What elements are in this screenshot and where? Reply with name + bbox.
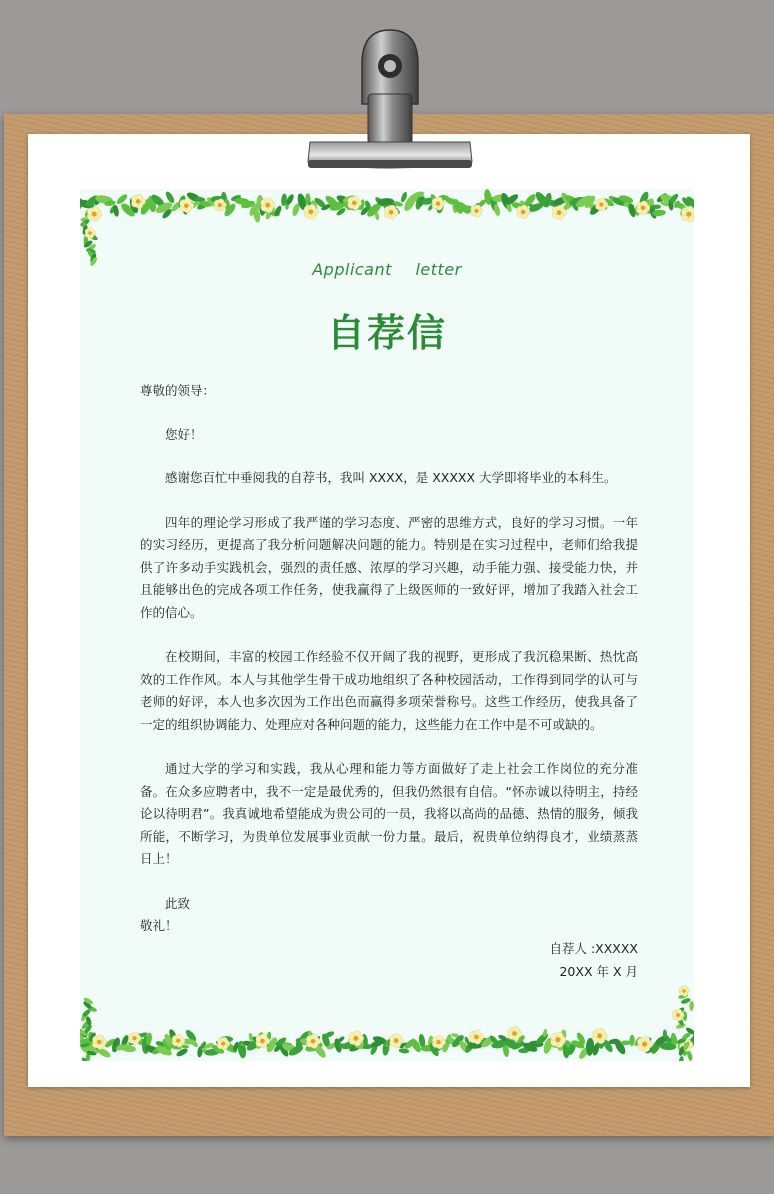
paragraph-conclusion: 通过大学的学习和实践，我从心理和能力等方面做好了走上社会工作岗位的充分准备。在众多应聘者中，我不一定是最优秀的，但我仍然很有自信。“怀赤诚以待明主，持经论以待明君”。我真诚地希望能成为贵公司的一员，我将以高尚的品德、热情的服务，倾我所能，不断学习，为贵单位发展事业贡献一份力量。最后，祝贵单位纳得良才，业绩蒸蒸日上！ [140, 761, 638, 866]
closing-line-1: 此致 [165, 895, 191, 911]
closing-line-2: 敬礼！ [140, 918, 178, 933]
paragraph-campus: 在校期间，丰富的校园工作经验不仅开阔了我的视野，更形成了我沉稳果断、热忱高效的工作作风。本人与其他学生骨干成功地组织了各种校园活动，工作得到同学的认可与老师的好评，本人也多次因为工作出色而赢得多项荣誉称号。这些工作经历，使我具备了一定的组织协调能力、处理应对各种问题的能力，这些能力在工作中是不可或缺的。 [140, 649, 638, 732]
date: 20XX 年 X 月 [559, 963, 638, 979]
paragraph-intro: 感谢您百忙中垂阅我的自荐书，我叫 XXXX，是 XXXXX 大学即将毕业的本科生。 [165, 470, 617, 485]
salutation: 尊敬的领导： [140, 383, 216, 398]
letter-subtitle: Applicant letter [312, 260, 462, 279]
greeting: 您好！ [165, 426, 203, 442]
letter-body [140, 380, 638, 988]
binder-clip-icon [300, 24, 480, 184]
letter-title: 自荐信 [326, 310, 447, 355]
paragraph-study: 四年的理论学习形成了我严谨的学习态度、严密的思维方式，良好的学习习惯。一年的实习经历，更提高了我分析问题解决问题的能力。特别是在实习过程中，老师们给我提供了许多动手实践机会，强烈的责任感、浓厚的学习兴趣，动手能力强、接受能力快，并且能够出色的完成各项工作任务，使我赢得了上级医师的一致好评，增加了我踏入社会工作的信心。 [140, 514, 638, 620]
signature: 自荐人 :XXXXX [549, 940, 638, 956]
